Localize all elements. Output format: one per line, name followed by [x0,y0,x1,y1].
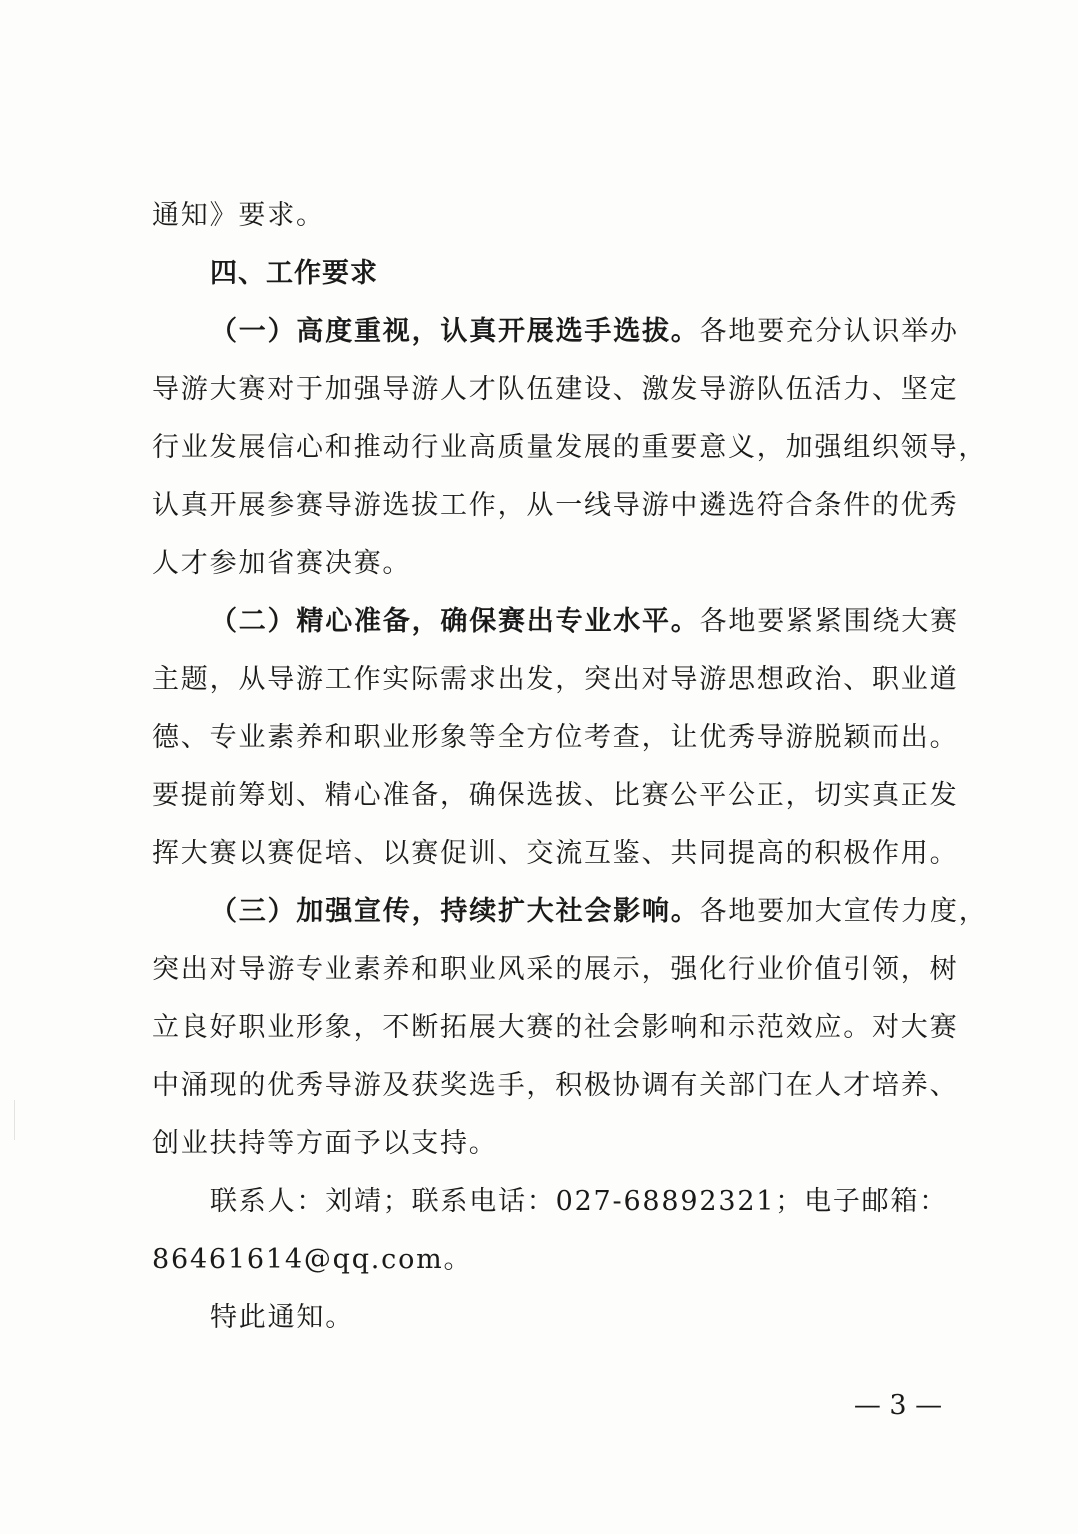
paragraph-1-line-5: 人才参加省赛决赛。 [152,548,412,579]
paragraph-3-line-1: （三）加强宣传，持续扩大社会影响。各地要加大宣传力度， [210,896,988,927]
paragraph-2-line-2: 主题，从导游工作实际需求出发，突出对导游思想政治、职业道 [152,664,959,695]
scan-artifact [14,1100,15,1140]
paragraph-1-line-1: （一）高度重视，认真开展选手选拔。各地要充分认识举办 [210,316,959,347]
paragraph-2-line-1: （二）精心准备，确保赛出专业水平。各地要紧紧围绕大赛 [210,606,959,637]
paragraph-1-line-3: 行业发展信心和推动行业高质量发展的重要意义，加强组织领导， [152,432,988,463]
paragraph-2-line-3: 德、专业素养和职业形象等全方位考查，让优秀导游脱颖而出。 [152,722,959,753]
contact-email: 86461614@qq.com。 [152,1244,473,1275]
paragraph-2-line-4: 要提前筹划、精心准备，确保选拔、比赛公平公正，切实真正发 [152,780,959,811]
closing-line: 特此通知。 [210,1302,354,1333]
paragraph-3-line-2: 突出对导游专业素养和职业风采的展示，强化行业价值引领，树 [152,954,959,985]
contact-line: 联系人：刘靖；联系电话：027-68892321；电子邮箱： [210,1186,949,1217]
paragraph-1-line-2: 导游大赛对于加强导游人才队伍建设、激发导游队伍活力、坚定 [152,374,959,405]
paragraph-3-line-4: 中涌现的优秀导游及获奖选手，积极协调有关部门在人才培养、 [152,1070,959,1101]
paragraph-3-line-3: 立良好职业形象，不断拓展大赛的社会影响和示范效应。对大赛 [152,1012,959,1043]
page-number: — 3 — [853,1390,943,1421]
paragraph-2-line-5: 挥大赛以赛促培、以赛促训、交流互鉴、共同提高的积极作用。 [152,838,959,869]
paragraph-1-line-4: 认真开展参赛导游选拔工作，从一线导游中遴选符合条件的优秀 [152,490,959,521]
section-heading: 四、工作要求 [210,258,378,289]
paragraph-3-line-5: 创业扶持等方面予以支持。 [152,1128,498,1159]
paragraph-3-lead: （三）加强宣传，持续扩大社会影响。 [210,896,700,927]
paragraph-2-lead: （二）精心准备，确保赛出专业水平。 [210,606,700,637]
paragraph-1-lead: （一）高度重视，认真开展选手选拔。 [210,316,700,347]
continuation-line: 通知》要求。 [152,200,325,231]
